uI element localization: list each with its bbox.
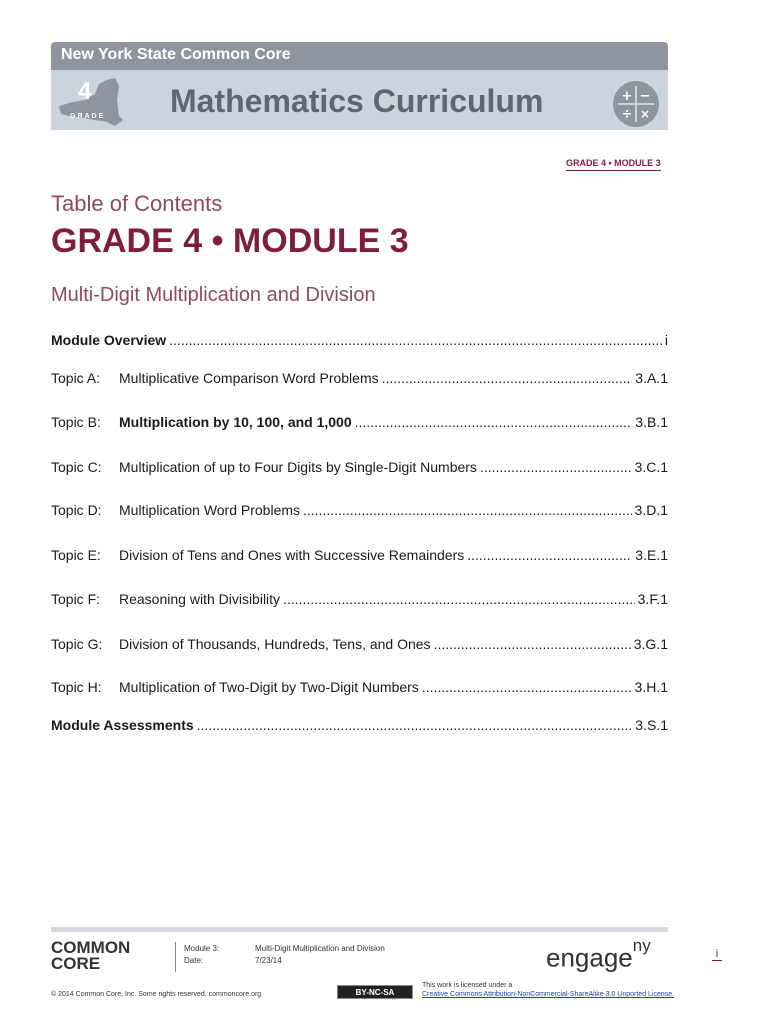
toc-topic-prefix: Topic A: [51, 370, 101, 386]
banner-text: New York State Common Core [61, 46, 291, 63]
toc-topic-prefix: Topic D: [51, 502, 102, 518]
page-title: GRADE 4 • MODULE 3 [51, 222, 409, 260]
svg-text:+: + [621, 89, 633, 104]
svg-text:÷: ÷ [621, 107, 633, 122]
toc-leader [467, 547, 632, 563]
toc-topic-prefix: Topic H: [51, 679, 102, 695]
module-label: Module 3: [184, 944, 220, 953]
toc-entry-topic-g[interactable] [51, 636, 668, 656]
toc-entry-title: Multiplication by 10, 100, and 1,000 [119, 414, 352, 430]
toc-leader [355, 414, 633, 430]
page-number: i [712, 948, 722, 961]
toc-heading: Table of Contents [51, 191, 223, 216]
logo-line-2: CORE [51, 954, 101, 973]
toc-entry-title: Division of Thousands, Hundreds, Tens, and Ones [119, 636, 431, 652]
date-label: Date: [184, 956, 204, 965]
toc-entry-page: 3.G.1 [633, 636, 668, 652]
toc-leader [197, 717, 633, 733]
toc-entry-page: 3.D.1 [634, 502, 668, 518]
module-subtitle: Multi-Digit Multiplication and Division [51, 284, 376, 306]
brand-sup: ny [632, 936, 651, 955]
toc-leader [382, 370, 633, 386]
toc-entry-page: 3.B.1 [635, 414, 668, 430]
toc-entry-title: Multiplicative Comparison Word Problems [119, 370, 379, 386]
toc-leader [480, 459, 632, 475]
toc-entry-page: 3.E.1 [635, 547, 668, 563]
common-core-logo [51, 940, 130, 972]
license-badge-text: BY-NC-SA [355, 987, 395, 997]
toc-topic-prefix: Topic B: [51, 414, 101, 430]
footer-divider [175, 942, 176, 972]
toc-leader [283, 591, 635, 607]
date-value: 7/23/14 [255, 956, 282, 965]
grade-label: GRADE [70, 113, 106, 120]
toc-entry-module-assessments[interactable] [51, 717, 668, 737]
footer-rule [51, 927, 668, 932]
module-tag: GRADE 4 • MODULE 3 [566, 158, 661, 171]
toc-entry-topic-c[interactable] [51, 459, 668, 479]
header-banner [51, 42, 668, 70]
toc-entry-title: Multiplication Word Problems [119, 502, 301, 518]
toc-topic-prefix: Topic E: [51, 547, 101, 563]
curriculum-title: Mathematics Curriculum [170, 83, 544, 119]
engageny-logo [546, 936, 651, 974]
toc-entry-title: Module Assessments [51, 717, 194, 733]
toc-topic-prefix: Topic C: [51, 459, 102, 475]
svg-text:×: × [639, 107, 651, 121]
toc-leader [303, 502, 632, 518]
toc-topic-prefix: Topic F: [51, 591, 101, 607]
toc-entry-topic-f[interactable] [51, 591, 668, 611]
brand-text: engage [546, 942, 633, 973]
toc-entry-topic-d[interactable] [51, 502, 668, 522]
toc-entry-page: 3.A.1 [635, 370, 668, 386]
toc-entry-topic-e[interactable] [51, 547, 668, 567]
toc-leader [434, 636, 631, 652]
toc-entry-topic-b[interactable] [51, 414, 668, 434]
module-value: Multi-Digit Multiplication and Division [255, 944, 385, 953]
toc-entry-topic-a[interactable] [51, 370, 668, 390]
toc-leader [422, 679, 632, 695]
grade-number: 4 [78, 78, 92, 105]
creative-commons-badge-icon [337, 985, 413, 999]
license-link[interactable]: Creative Commons Attribution-NonCommercial-ShareAlike 3.0 Unported License. [422, 991, 675, 998]
logo-line-1: COMMON [51, 938, 131, 957]
copyright-text: © 2014 Common Core, Inc. Some rights reserved. commoncore.org [51, 991, 262, 998]
plus-minus-divide-times-icon [612, 80, 660, 128]
toc-entry-title: Multiplication of Two-Digit by Two-Digit Numbers [119, 679, 419, 695]
toc-entry-page: 3.S.1 [635, 717, 668, 733]
toc-entry-page: 3.H.1 [634, 679, 668, 695]
toc-leader [169, 332, 662, 348]
toc-entry-title: Division of Tens and Ones with Successive Remainders [119, 547, 465, 563]
toc-entry-title: Module Overview [51, 332, 167, 348]
toc-entry-page: i [664, 332, 668, 348]
toc-entry-page: 3.F.1 [637, 591, 668, 607]
toc-entry-page: 3.C.1 [634, 459, 668, 475]
toc-topic-prefix: Topic G: [51, 636, 103, 652]
toc-entry-title: Multiplication of up to Four Digits by Single-Digit Numbers [119, 459, 477, 475]
license-intro: This work is licensed under a [422, 982, 513, 989]
toc-entry-topic-h[interactable] [51, 679, 668, 699]
toc-entry-title: Reasoning with Divisibility [119, 591, 281, 607]
toc-entry-module-overview[interactable] [51, 332, 668, 352]
svg-text:−: − [639, 89, 651, 104]
